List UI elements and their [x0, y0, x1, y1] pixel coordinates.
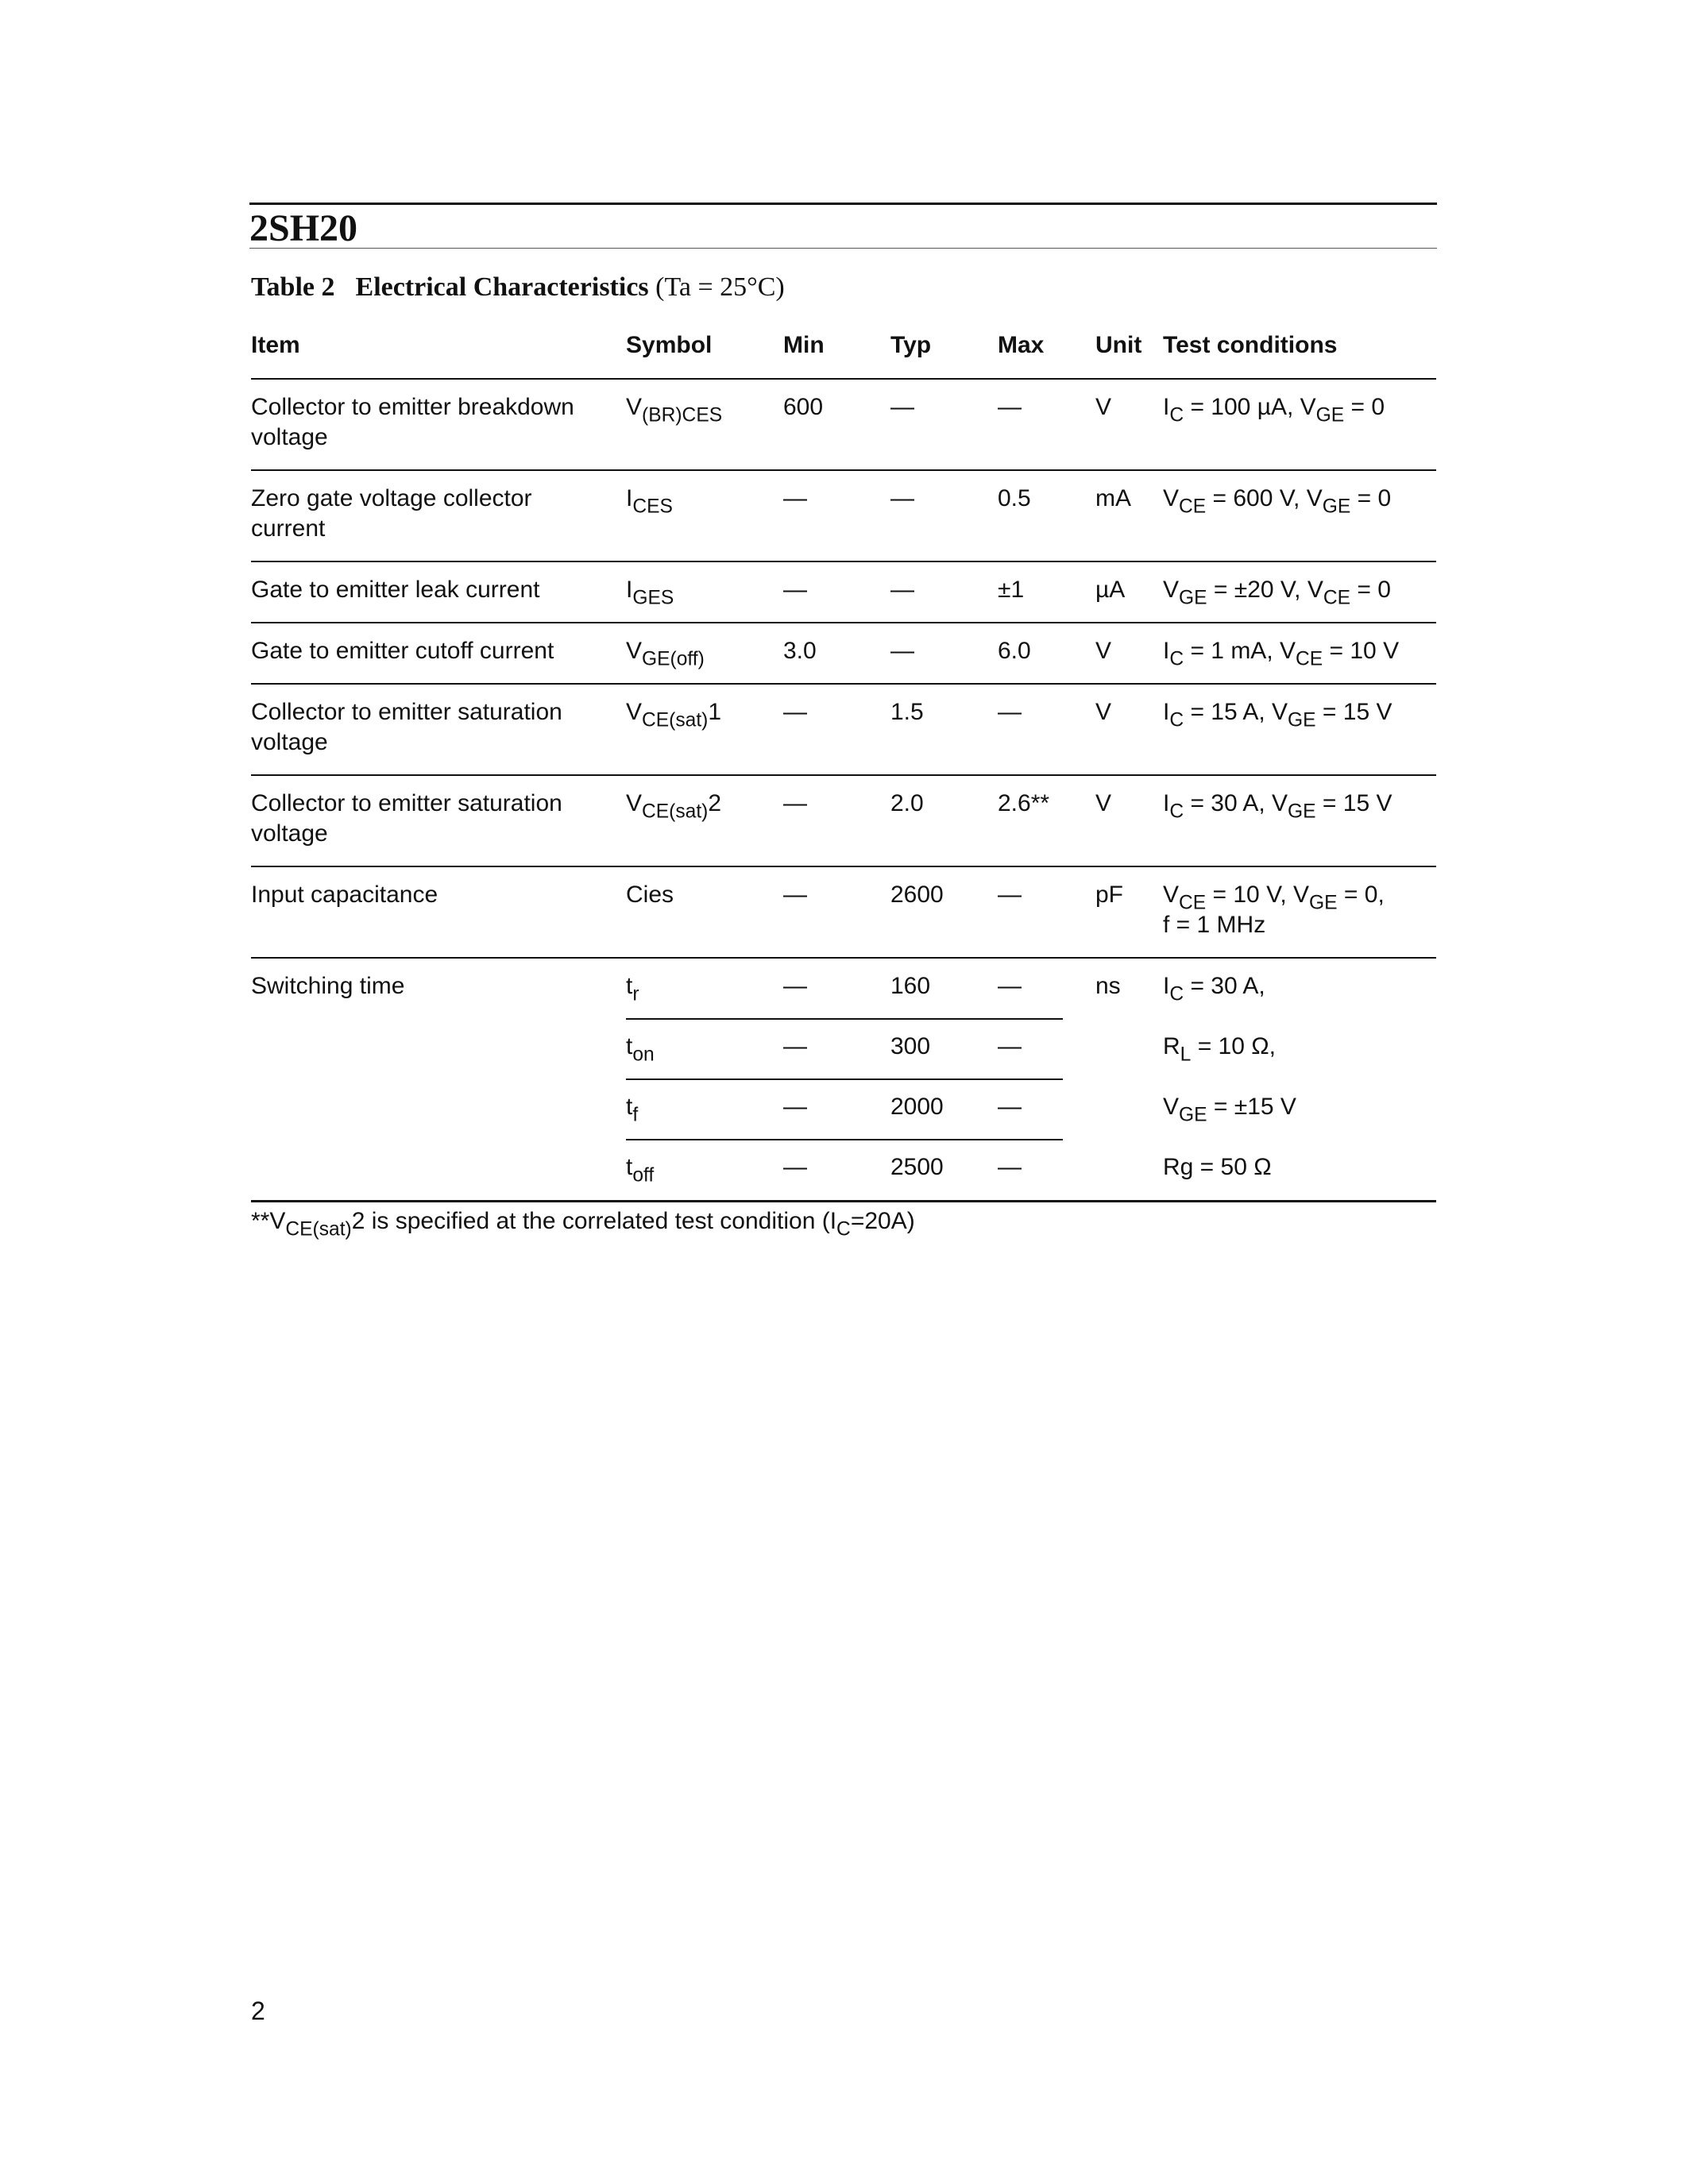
test-conditions-cell: $I_C = 30$ A, $V_{GE} = 15$ V [1163, 790, 1393, 823]
symbol-cell: $V_{CE(sat)}2$ [626, 790, 722, 823]
item-cell: Zero gate voltage collector current [251, 485, 532, 542]
unit-cell: ns [1095, 973, 1121, 999]
test-conditions-cell: $V_{GE} = \pm 20$ V, $V_{CE} = 0$ [1163, 577, 1391, 609]
typ-cell: — [890, 485, 914, 511]
unit-cell: mA [1095, 485, 1131, 511]
header-typ: Typ [890, 332, 932, 358]
symbol-cell: $V_{CE(sat)}1$ [626, 699, 722, 731]
min-cell: — [783, 973, 807, 999]
min-cell: — [783, 790, 807, 816]
typ-cell: — [890, 577, 914, 603]
subrow-divider [626, 1139, 1063, 1140]
table-row [251, 471, 1436, 562]
typ-cell: — [890, 394, 914, 420]
unit-cell: V [1095, 790, 1112, 816]
table-header-row [251, 326, 1436, 380]
test-conditions-cell: $R_L = 10$ Ω, [1163, 1033, 1277, 1066]
min-cell: 3.0 [783, 638, 817, 664]
symbol-cell: $t_f$ [626, 1094, 639, 1126]
test-conditions-cell: $V_{GE} = \pm 15$ V [1163, 1094, 1296, 1126]
max-cell: 0.5 [998, 485, 1031, 511]
symbol-cell: $t_{off}$ [626, 1154, 655, 1187]
page-number: 2 [251, 1997, 265, 2025]
caption-condition: (Ta = 25°C) [655, 272, 785, 302]
test-conditions-cell: $I_C = 100$ µA, $V_{GE} = 0$ [1163, 394, 1385, 426]
test-conditions-cell: $I_C = 30$ A, [1163, 973, 1265, 1005]
table-row [251, 867, 1436, 959]
table-footnote: $**V_{CE(sat)}2$ is specified at the correlated test condition $(I_C=20A)$ [251, 1208, 915, 1241]
electrical-characteristics-table [251, 326, 1436, 1202]
symbol-cell: $t_{on}$ [626, 1033, 655, 1066]
test-conditions-cell: $V_{CE} = 600$ V, $V_{GE} = 0$ [1163, 485, 1392, 518]
caption-label: Table 2 [251, 272, 335, 302]
header-symbol: Symbol [626, 332, 713, 358]
max-cell: — [998, 882, 1022, 908]
typ-cell: 2000 [890, 1094, 944, 1120]
max-cell: — [998, 1033, 1022, 1059]
symbol-cell: $V_{GE(off)}$ [626, 638, 705, 670]
max-cell: — [998, 699, 1022, 725]
unit-cell: V [1095, 394, 1112, 420]
header-item: Item [251, 332, 300, 358]
max-cell: — [998, 394, 1022, 420]
max-cell: ±1 [998, 577, 1025, 603]
item-cell: Collector to emitter saturation voltage [251, 790, 562, 847]
item-cell: Switching time [251, 973, 405, 999]
min-cell: — [783, 1154, 807, 1180]
item-cell: Gate to emitter cutoff current [251, 638, 554, 664]
min-cell: — [783, 882, 807, 908]
part-number-title: 2SH20 [249, 207, 358, 249]
min-cell: — [783, 1094, 807, 1120]
symbol-cell: $t_r$ [626, 973, 639, 1005]
caption-title: Electrical Characteristics [355, 272, 649, 302]
max-cell: 2.6** [998, 790, 1050, 816]
test-conditions-cell: Rg = 50 Ω [1163, 1154, 1272, 1180]
symbol-cell: $V_{(BR)CES}$ [626, 394, 723, 426]
typ-cell: 160 [890, 973, 931, 999]
subrow-divider [626, 1078, 1063, 1080]
item-cell: Collector to emitter breakdown voltage [251, 394, 574, 450]
unit-cell: V [1095, 638, 1112, 664]
item-cell: Collector to emitter saturation voltage [251, 699, 562, 755]
typ-cell: 2.0 [890, 790, 924, 816]
max-cell: — [998, 1094, 1022, 1120]
min-cell: — [783, 1033, 807, 1059]
min-cell: — [783, 577, 807, 603]
item-cell: Input capacitance [251, 882, 438, 908]
test-conditions-cell: $I_C = 1$ mA, $V_{CE} = 10$ V [1163, 638, 1400, 670]
table-caption [251, 270, 785, 305]
header-min: Min [783, 332, 825, 358]
min-cell: — [783, 485, 807, 511]
header-test-conditions: Test conditions [1163, 332, 1338, 358]
header-max: Max [998, 332, 1045, 358]
typ-cell: — [890, 638, 914, 664]
switching-time-row [251, 959, 1436, 1202]
title-rule [249, 248, 1437, 249]
min-cell: 600 [783, 394, 824, 420]
table-row [251, 623, 1436, 685]
subrow-divider [626, 1018, 1063, 1020]
table-row [251, 685, 1436, 776]
min-cell: — [783, 699, 807, 725]
max-cell: — [998, 973, 1022, 999]
unit-cell: V [1095, 699, 1112, 725]
table-row [251, 380, 1436, 471]
table-row [251, 776, 1436, 867]
symbol-cell: $I_{GES}$ [626, 577, 674, 609]
typ-cell: 1.5 [890, 699, 924, 725]
item-cell: Gate to emitter leak current [251, 577, 540, 603]
header-unit: Unit [1095, 332, 1142, 358]
symbol-cell: Cies [626, 882, 674, 908]
table-row [251, 562, 1436, 623]
max-cell: 6.0 [998, 638, 1031, 664]
test-conditions-cell: $I_C = 15$ A, $V_{GE} = 15$ V [1163, 699, 1393, 731]
typ-cell: 2600 [890, 882, 944, 908]
typ-cell: 300 [890, 1033, 931, 1059]
max-cell: — [998, 1154, 1022, 1180]
unit-cell: µA [1095, 577, 1126, 603]
typ-cell: 2500 [890, 1154, 944, 1180]
top-rule [249, 203, 1437, 205]
unit-cell: pF [1095, 882, 1124, 908]
test-conditions-cell: $V_{CE} = 10$ V, $V_{GE} = 0$, f = 1 MHz [1163, 882, 1385, 938]
symbol-cell: $I_{CES}$ [626, 485, 673, 518]
